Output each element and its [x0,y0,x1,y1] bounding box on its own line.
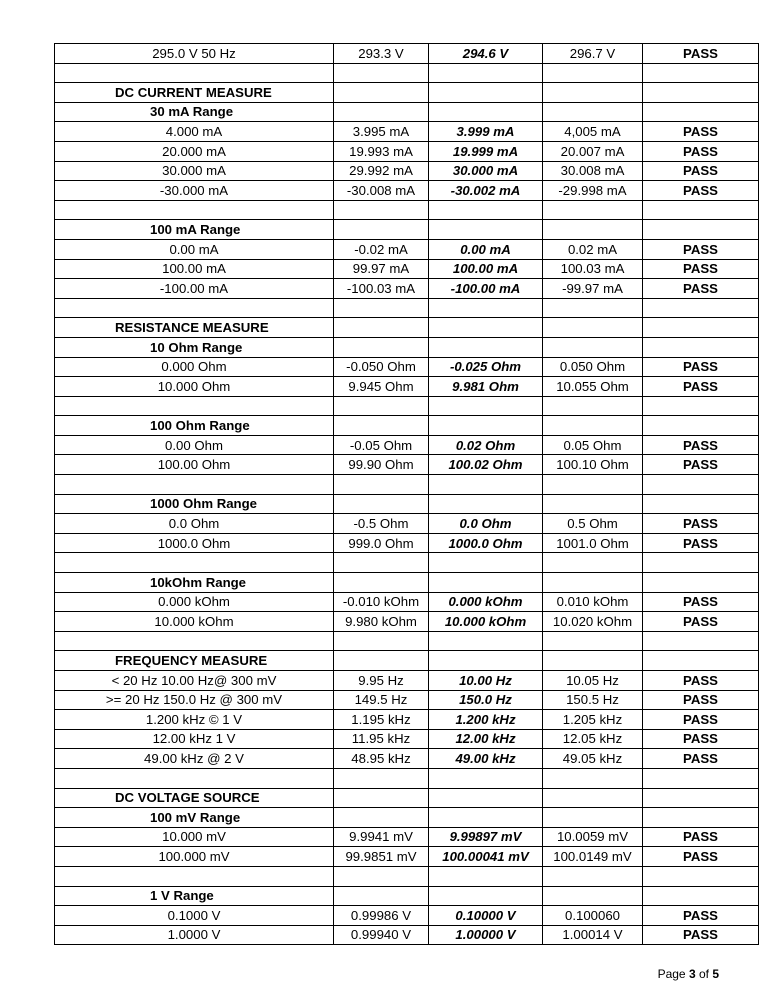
upper-limit-cell: 0.05 Ohm [543,435,643,455]
table-row [55,259,759,279]
result-cell: PASS [643,592,759,612]
page-sep: of [695,967,713,981]
upper-limit-cell [543,808,643,828]
result-cell: PASS [643,847,759,867]
upper-limit-cell: 100.03 mA [543,259,643,279]
result-cell [643,651,759,671]
result-cell: PASS [643,279,759,299]
table-row [55,710,759,730]
measured-cell [429,573,543,593]
lower-limit-cell [334,220,429,240]
result-cell [643,886,759,906]
result-cell [643,475,759,495]
nominal-cell: 10.000 kOhm [55,612,334,632]
result-cell [643,396,759,416]
result-cell: PASS [643,44,759,64]
lower-limit-cell: 11.95 kHz [334,729,429,749]
measured-cell: 1.200 kHz [429,710,543,730]
range-header-row [55,886,759,906]
result-cell: PASS [643,161,759,181]
nominal-cell: 1000.0 Ohm [55,533,334,553]
upper-limit-cell [543,63,643,83]
lower-limit-cell: 9.945 Ohm [334,377,429,397]
result-cell: PASS [643,141,759,161]
nominal-cell: 10.000 mV [55,827,334,847]
measured-cell: -100.00 mA [429,279,543,299]
upper-limit-cell [543,768,643,788]
nominal-cell: 295.0 V 50 Hz [55,44,334,64]
table-row [55,435,759,455]
lower-limit-cell: 48.95 kHz [334,749,429,769]
lower-limit-cell: 29.992 mA [334,161,429,181]
result-cell [643,573,759,593]
nominal-cell: 0.1000 V [55,906,334,926]
table-row [55,847,759,867]
result-cell [643,102,759,122]
lower-limit-cell: 99.90 Ohm [334,455,429,475]
upper-limit-cell [543,220,643,240]
result-cell: PASS [643,671,759,691]
range-header-row [55,220,759,240]
lower-limit-cell: 99.9851 mV [334,847,429,867]
nominal-cell [55,475,334,495]
lower-limit-cell [334,298,429,318]
range-header-row [55,337,759,357]
blank-row [55,768,759,788]
blank-row [55,63,759,83]
result-cell [643,631,759,651]
measured-cell: 3.999 mA [429,122,543,142]
range-header-row [55,102,759,122]
upper-limit-cell: 30.008 mA [543,161,643,181]
measured-cell: 294.6 V [429,44,543,64]
table-row [55,690,759,710]
result-cell [643,63,759,83]
upper-limit-cell: 0.100060 [543,906,643,926]
lower-limit-cell: -100.03 mA [334,279,429,299]
result-cell: PASS [643,435,759,455]
table-row [55,827,759,847]
lower-limit-cell [334,866,429,886]
result-cell [643,768,759,788]
upper-limit-cell: 10.0059 mV [543,827,643,847]
table-row [55,239,759,259]
range-header-row [55,573,759,593]
upper-limit-cell: 1.00014 V [543,925,643,945]
upper-limit-cell: 150.5 Hz [543,690,643,710]
nominal-cell: 100.00 Ohm [55,455,334,475]
nominal-cell: RESISTANCE MEASURE [55,318,334,338]
result-cell: PASS [643,259,759,279]
measured-cell: 150.0 Hz [429,690,543,710]
measured-cell: 9.981 Ohm [429,377,543,397]
upper-limit-cell: 1001.0 Ohm [543,533,643,553]
nominal-cell: 49.00 kHz @ 2 V [55,749,334,769]
measured-cell [429,808,543,828]
lower-limit-cell: 1.195 kHz [334,710,429,730]
measured-cell: 0.000 kOhm [429,592,543,612]
lower-limit-cell: -0.050 Ohm [334,357,429,377]
lower-limit-cell: 0.99940 V [334,925,429,945]
nominal-cell: 20.000 mA [55,141,334,161]
page-footer [658,967,719,981]
result-cell [643,83,759,103]
nominal-cell: -100.00 mA [55,279,334,299]
lower-limit-cell: 999.0 Ohm [334,533,429,553]
measured-cell [429,318,543,338]
lower-limit-cell: 9.980 kOhm [334,612,429,632]
lower-limit-cell: 293.3 V [334,44,429,64]
nominal-cell: 100 mA Range [55,220,334,240]
measured-cell [429,298,543,318]
lower-limit-cell [334,631,429,651]
upper-limit-cell [543,416,643,436]
upper-limit-cell [543,866,643,886]
range-header-row [55,808,759,828]
measured-cell: 0.00 mA [429,239,543,259]
upper-limit-cell [543,200,643,220]
blank-row [55,553,759,573]
lower-limit-cell: 9.95 Hz [334,671,429,691]
upper-limit-cell: 1.205 kHz [543,710,643,730]
upper-limit-cell: -99.97 mA [543,279,643,299]
page-total: 5 [712,967,719,981]
measured-cell [429,416,543,436]
table-row [55,161,759,181]
nominal-cell: 4.000 mA [55,122,334,142]
measured-cell [429,788,543,808]
table-row [55,181,759,201]
measured-cell [429,200,543,220]
lower-limit-cell [334,808,429,828]
upper-limit-cell [543,396,643,416]
nominal-cell [55,631,334,651]
measured-cell: 1.00000 V [429,925,543,945]
lower-limit-cell [334,337,429,357]
nominal-cell [55,768,334,788]
measured-cell: -0.025 Ohm [429,357,543,377]
nominal-cell: 0.0 Ohm [55,514,334,534]
lower-limit-cell: -30.008 mA [334,181,429,201]
upper-limit-cell: 10.055 Ohm [543,377,643,397]
nominal-cell: < 20 Hz 10.00 Hz@ 300 mV [55,671,334,691]
measured-cell: 10.000 kOhm [429,612,543,632]
measured-cell [429,102,543,122]
blank-row [55,200,759,220]
measured-cell: 19.999 mA [429,141,543,161]
lower-limit-cell [334,651,429,671]
measured-cell [429,866,543,886]
lower-limit-cell [334,416,429,436]
result-cell [643,337,759,357]
result-cell: PASS [643,377,759,397]
measured-cell [429,631,543,651]
lower-limit-cell: -0.05 Ohm [334,435,429,455]
nominal-cell: 12.00 kHz 1 V [55,729,334,749]
nominal-cell: 1000 Ohm Range [55,494,334,514]
upper-limit-cell: 100.10 Ohm [543,455,643,475]
upper-limit-cell: 0.02 mA [543,239,643,259]
upper-limit-cell [543,298,643,318]
result-cell [643,808,759,828]
lower-limit-cell: 9.9941 mV [334,827,429,847]
result-cell: PASS [643,749,759,769]
nominal-cell: 1.200 kHz © 1 V [55,710,334,730]
result-cell [643,220,759,240]
upper-limit-cell [543,573,643,593]
lower-limit-cell [334,83,429,103]
upper-limit-cell: -29.998 mA [543,181,643,201]
nominal-cell [55,866,334,886]
result-cell: PASS [643,122,759,142]
nominal-cell [55,553,334,573]
result-cell: PASS [643,357,759,377]
result-cell: PASS [643,906,759,926]
measured-cell [429,396,543,416]
measured-cell [429,475,543,495]
measured-cell: 100.02 Ohm [429,455,543,475]
table-row [55,533,759,553]
measured-cell [429,553,543,573]
table-row [55,377,759,397]
upper-limit-cell [543,83,643,103]
nominal-cell: 100.000 mV [55,847,334,867]
nominal-cell [55,298,334,318]
result-cell: PASS [643,181,759,201]
upper-limit-cell [543,337,643,357]
result-cell [643,298,759,318]
measured-cell [429,494,543,514]
lower-limit-cell [334,768,429,788]
nominal-cell: 1.0000 V [55,925,334,945]
table-row [55,925,759,945]
calibration-table [54,43,759,945]
table-row [55,357,759,377]
result-cell [643,416,759,436]
upper-limit-cell [543,553,643,573]
nominal-cell [55,396,334,416]
measured-cell: 0.10000 V [429,906,543,926]
measured-cell: -30.002 mA [429,181,543,201]
upper-limit-cell [543,475,643,495]
page-current: 3 [688,967,696,981]
calibration-table-body [55,44,759,945]
lower-limit-cell [334,553,429,573]
upper-limit-cell: 4,005 mA [543,122,643,142]
lower-limit-cell [334,63,429,83]
lower-limit-cell [334,318,429,338]
upper-limit-cell [543,318,643,338]
table-row [55,729,759,749]
lower-limit-cell: -0.02 mA [334,239,429,259]
nominal-cell: 1 V Range [55,886,334,906]
nominal-cell: 30 mA Range [55,102,334,122]
lower-limit-cell: -0.5 Ohm [334,514,429,534]
blank-row [55,631,759,651]
lower-limit-cell [334,886,429,906]
table-row [55,122,759,142]
lower-limit-cell: 149.5 Hz [334,690,429,710]
upper-limit-cell [543,886,643,906]
table-row [55,906,759,926]
upper-limit-cell: 0.5 Ohm [543,514,643,534]
lower-limit-cell [334,788,429,808]
upper-limit-cell: 0.010 kOhm [543,592,643,612]
lower-limit-cell: 0.99986 V [334,906,429,926]
result-cell [643,553,759,573]
lower-limit-cell [334,475,429,495]
lower-limit-cell: -0.010 kOhm [334,592,429,612]
measured-cell [429,220,543,240]
measured-cell: 30.000 mA [429,161,543,181]
result-cell: PASS [643,710,759,730]
nominal-cell: 30.000 mA [55,161,334,181]
result-cell: PASS [643,690,759,710]
nominal-cell: FREQUENCY MEASURE [55,651,334,671]
upper-limit-cell: 296.7 V [543,44,643,64]
result-cell: PASS [643,455,759,475]
nominal-cell: 10.000 Ohm [55,377,334,397]
blank-row [55,298,759,318]
result-cell: PASS [643,533,759,553]
lower-limit-cell: 3.995 mA [334,122,429,142]
lower-limit-cell: 19.993 mA [334,141,429,161]
nominal-cell [55,63,334,83]
range-header-row [55,494,759,514]
table-row [55,671,759,691]
table-row [55,514,759,534]
result-cell: PASS [643,827,759,847]
nominal-cell: 100.00 mA [55,259,334,279]
measured-cell: 0.02 Ohm [429,435,543,455]
result-cell [643,866,759,886]
upper-limit-cell: 0.050 Ohm [543,357,643,377]
result-cell [643,318,759,338]
measured-cell: 9.99897 mV [429,827,543,847]
nominal-cell: DC CURRENT MEASURE [55,83,334,103]
blank-row [55,396,759,416]
upper-limit-cell: 20.007 mA [543,141,643,161]
nominal-cell: 0.00 Ohm [55,435,334,455]
measured-cell [429,768,543,788]
nominal-cell: 100 Ohm Range [55,416,334,436]
measured-cell: 0.0 Ohm [429,514,543,534]
section-header-row [55,83,759,103]
table-row [55,749,759,769]
nominal-cell: 10kOhm Range [55,573,334,593]
section-header-row [55,788,759,808]
measured-cell [429,651,543,671]
upper-limit-cell: 12.05 kHz [543,729,643,749]
table-row [55,455,759,475]
measured-cell: 10.00 Hz [429,671,543,691]
nominal-cell: DC VOLTAGE SOURCE [55,788,334,808]
table-row [55,279,759,299]
table-row [55,44,759,64]
measured-cell: 100.00 mA [429,259,543,279]
result-cell: PASS [643,612,759,632]
result-cell: PASS [643,729,759,749]
page-prefix: Page [657,967,689,981]
measured-cell: 1000.0 Ohm [429,533,543,553]
upper-limit-cell [543,631,643,651]
upper-limit-cell [543,651,643,671]
nominal-cell: >= 20 Hz 150.0 Hz @ 300 mV [55,690,334,710]
nominal-cell: 0.000 kOhm [55,592,334,612]
lower-limit-cell [334,573,429,593]
upper-limit-cell [543,494,643,514]
measured-cell: 12.00 kHz [429,729,543,749]
blank-row [55,475,759,495]
nominal-cell: 10 Ohm Range [55,337,334,357]
lower-limit-cell [334,396,429,416]
result-cell: PASS [643,925,759,945]
measured-cell [429,337,543,357]
nominal-cell [55,200,334,220]
lower-limit-cell [334,102,429,122]
result-cell: PASS [643,239,759,259]
lower-limit-cell [334,200,429,220]
measured-cell: 49.00 kHz [429,749,543,769]
blank-row [55,866,759,886]
measured-cell [429,886,543,906]
measured-cell [429,63,543,83]
measured-cell: 100.00041 mV [429,847,543,867]
lower-limit-cell: 99.97 mA [334,259,429,279]
upper-limit-cell [543,102,643,122]
nominal-cell: 0.00 mA [55,239,334,259]
nominal-cell: 0.000 Ohm [55,357,334,377]
nominal-cell: -30.000 mA [55,181,334,201]
upper-limit-cell: 100.0149 mV [543,847,643,867]
lower-limit-cell [334,494,429,514]
upper-limit-cell: 49.05 kHz [543,749,643,769]
nominal-cell: 100 mV Range [55,808,334,828]
upper-limit-cell: 10.05 Hz [543,671,643,691]
upper-limit-cell [543,788,643,808]
result-cell [643,788,759,808]
measured-cell [429,83,543,103]
result-cell [643,200,759,220]
section-header-row [55,651,759,671]
result-cell: PASS [643,514,759,534]
section-header-row [55,318,759,338]
table-row [55,612,759,632]
table-row [55,141,759,161]
range-header-row [55,416,759,436]
table-row [55,592,759,612]
upper-limit-cell: 10.020 kOhm [543,612,643,632]
result-cell [643,494,759,514]
